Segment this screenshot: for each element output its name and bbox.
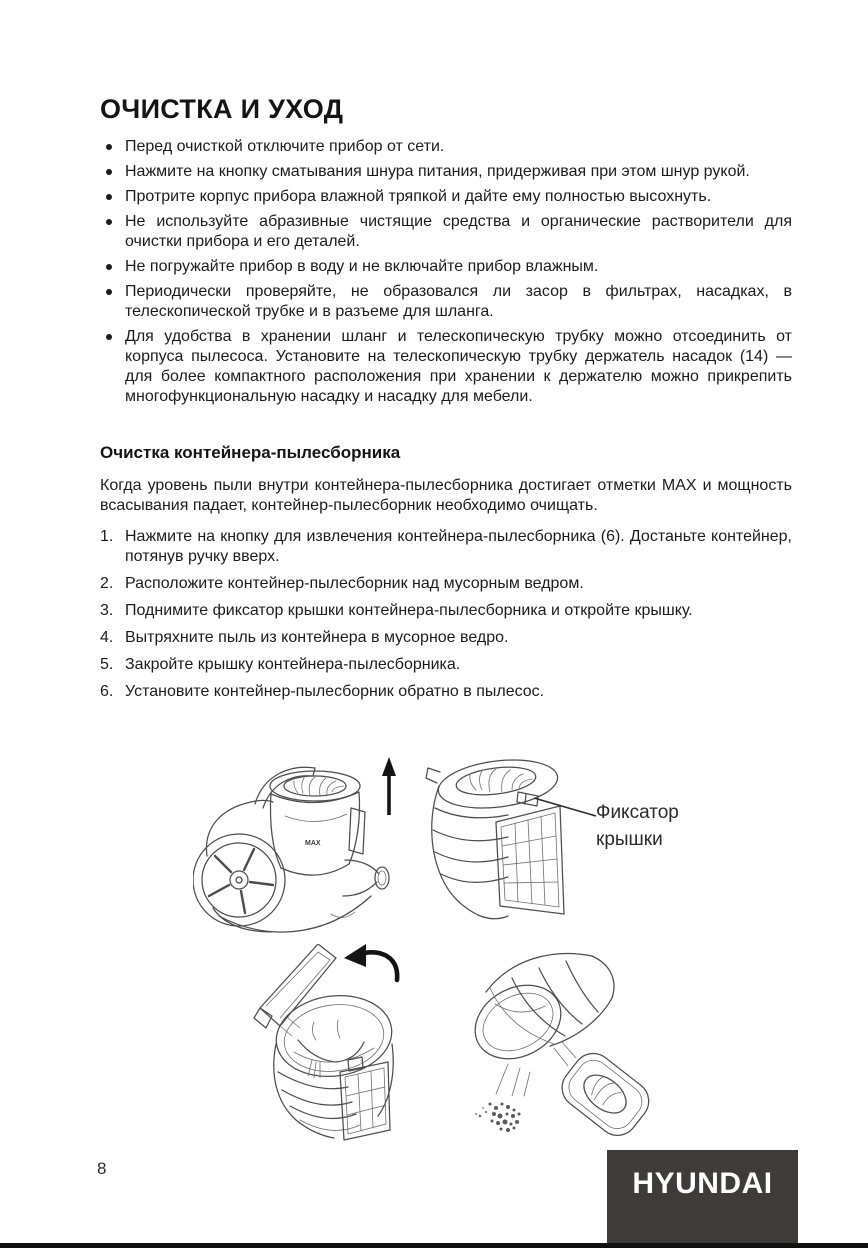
page-content xyxy=(100,94,792,709)
max-marking: MAX xyxy=(305,840,321,847)
step-text: Закройте крышку контейнера-пылесборника. xyxy=(125,656,461,673)
care-instruction-text: Протрите корпус прибора влажной тряпкой и дайте ему полностью высохнуть. xyxy=(125,188,712,205)
step-text: Вытряхните пыль из контейнера в мусорное ведро. xyxy=(125,629,509,646)
section-intro: Когда уровень пыли внутри контейнера-пылесборника достигает отметки MAX и мощность всасывания падает, контейнер-пылесборник необходимо очищать. xyxy=(100,477,792,514)
cleaning-steps-list xyxy=(100,527,792,702)
dust-container-illustration xyxy=(420,756,605,936)
step-text: Расположите контейнер-пылесборник над мусорным ведром. xyxy=(125,575,584,592)
step-number: 6. xyxy=(100,683,114,700)
container-lid-swirl xyxy=(436,756,561,814)
footer-bar xyxy=(0,1243,868,1248)
bullet-icon xyxy=(106,144,112,150)
cleaning-step xyxy=(100,527,792,567)
step-number: 1. xyxy=(100,528,114,545)
lid-lock-leader-line xyxy=(534,798,596,816)
bullet-icon xyxy=(106,264,112,270)
step-number: 2. xyxy=(100,575,114,592)
page-title: ОЧИСТКА И УХОД xyxy=(100,94,344,124)
hose-port xyxy=(343,860,389,896)
care-instruction-text: Для удобства в хранении шланг и телескопическую трубку можно отсоединить от корпуса пылесоса. Установите на телескопическую трубку держатель насадок (14) — для более компактного расположения при хранении к держателю можно прикрепить многофункциональную насадку и насадку для мебели. xyxy=(125,328,792,405)
care-instruction xyxy=(100,187,792,207)
cleaning-step xyxy=(100,628,792,648)
tilted-container xyxy=(462,954,614,1074)
vacuum-cleaner-illustration xyxy=(193,756,398,941)
step-number: 5. xyxy=(100,656,114,673)
care-instruction xyxy=(100,162,792,182)
step-number: 4. xyxy=(100,629,114,646)
care-instruction-text: Не используйте абразивные чистящие средства и органические растворители для очистки прибора и его деталей. xyxy=(125,213,792,250)
open-container-illustration xyxy=(236,944,426,1144)
lid-lock-label: Фиксатор крышки xyxy=(596,802,679,850)
care-instruction xyxy=(100,327,792,407)
care-instruction-text: Периодически проверяйте, не образовался ли засор в фильтрах, насадках, в телескопической трубке и в разъеме для шланга. xyxy=(125,283,792,320)
care-instruction-text: Не погружайте прибор в воду и не включайте прибор влажным. xyxy=(125,258,599,275)
brand-logo-box xyxy=(607,1150,798,1243)
up-arrow-icon xyxy=(381,757,397,815)
care-instructions-list xyxy=(100,137,792,407)
care-instruction-text: Нажмите на кнопку сматывания шнура питания, придерживая при этом шнур рукой. xyxy=(125,163,750,180)
care-instruction xyxy=(100,257,792,277)
cleaning-step xyxy=(100,574,792,594)
bullet-icon xyxy=(106,219,112,225)
falling-dust xyxy=(475,1064,530,1132)
bullet-icon xyxy=(106,289,112,295)
care-instruction-text: Перед очисткой отключите прибор от сети. xyxy=(125,138,445,155)
bullet-icon xyxy=(106,334,112,340)
step-text: Нажмите на кнопку для извлечения контейнера-пылесборника (6). Достаньте контейнер, потянув ручку вверх. xyxy=(125,528,792,565)
open-lid xyxy=(254,944,336,1036)
hanging-lid xyxy=(554,1045,655,1143)
cleaning-step xyxy=(100,682,792,702)
step-text: Поднимите фиксатор крышки контейнера-пылесборника и откройте крышку. xyxy=(125,602,693,619)
cleaning-step xyxy=(100,655,792,675)
care-instruction xyxy=(100,282,792,322)
page-number: 8 xyxy=(97,1159,107,1178)
step-text: Установите контейнер-пылесборник обратно в пылесос. xyxy=(125,683,545,700)
bullet-icon xyxy=(106,169,112,175)
care-instruction xyxy=(100,212,792,252)
rotate-open-arrow-icon xyxy=(344,944,397,980)
filter-grid xyxy=(340,1057,390,1140)
filter-grid xyxy=(496,806,564,914)
brand-logo-text: HYUNDAI xyxy=(632,1167,773,1200)
emptying-container-illustration xyxy=(450,944,655,1149)
care-instruction xyxy=(100,137,792,157)
step-number: 3. xyxy=(100,602,114,619)
section-heading: Очистка контейнера-пылесборника xyxy=(100,443,401,462)
bullet-icon xyxy=(106,194,112,200)
cleaning-step xyxy=(100,601,792,621)
